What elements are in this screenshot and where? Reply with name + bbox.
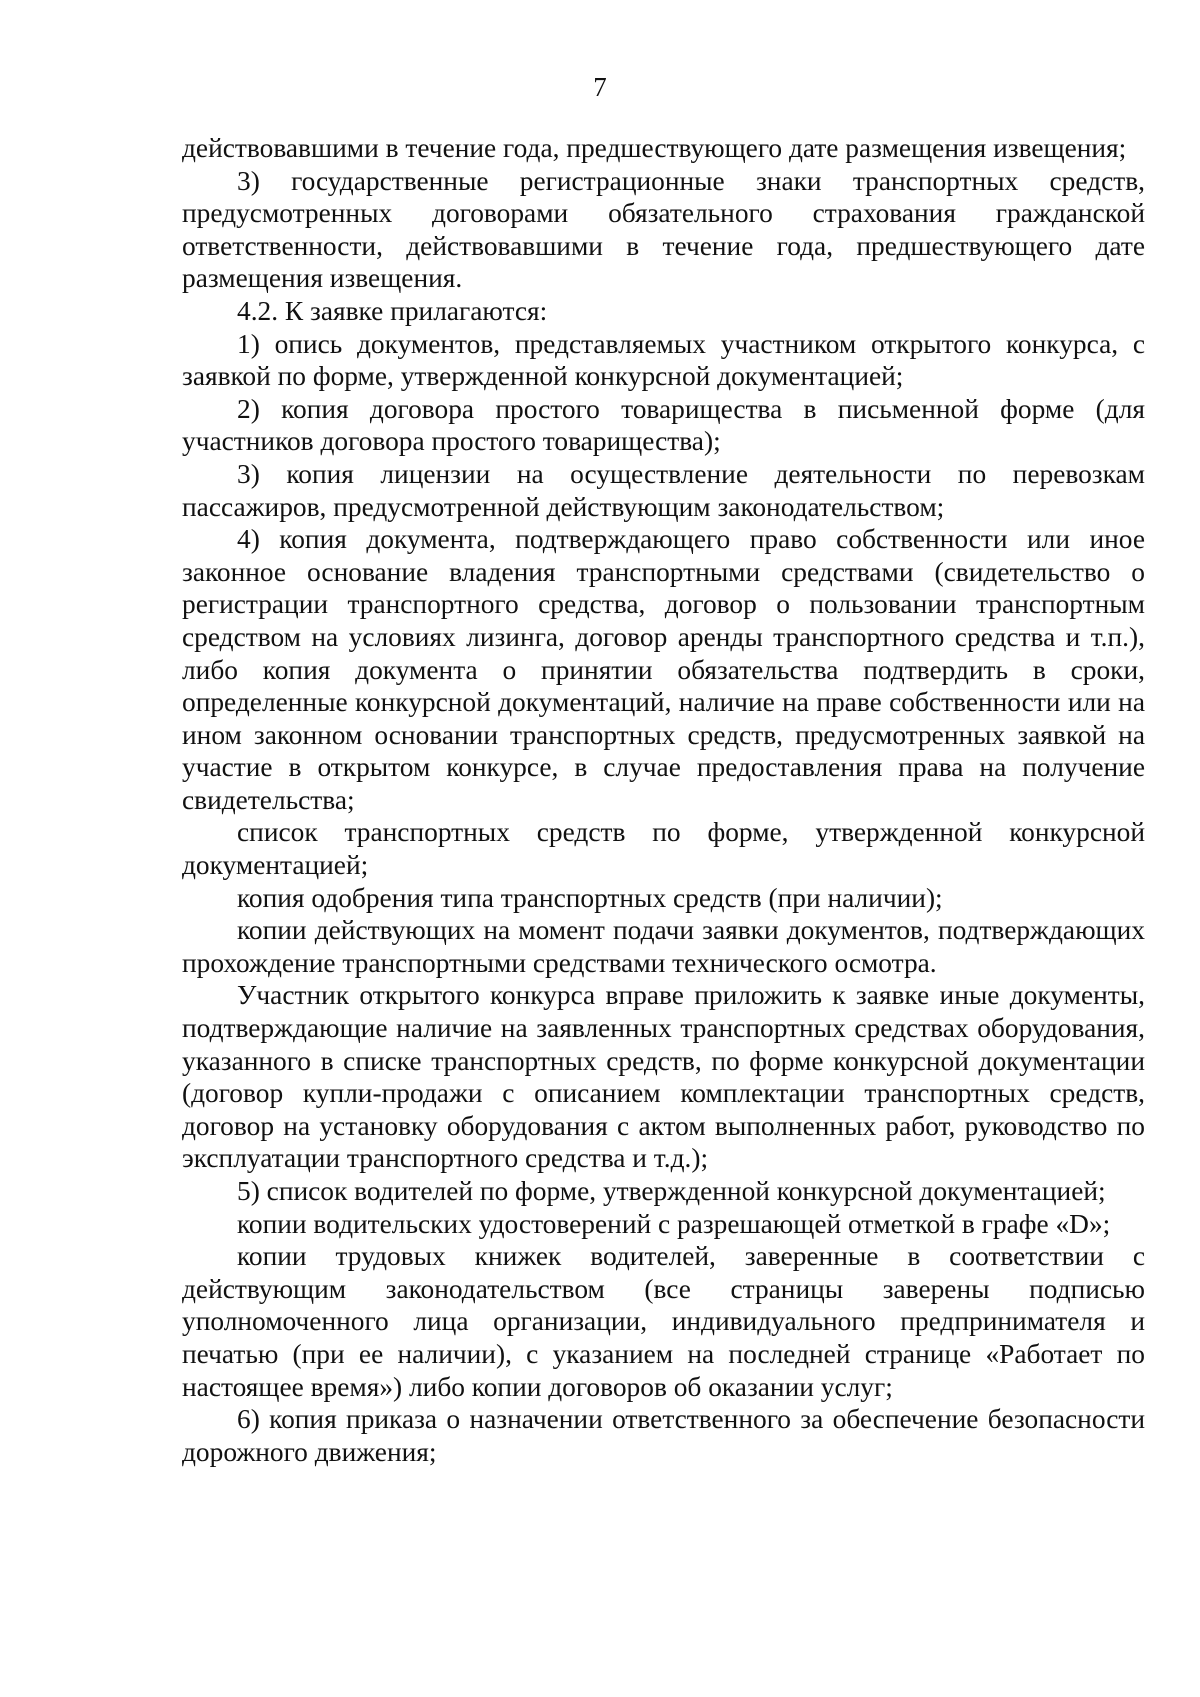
document-body xyxy=(182,132,1145,1468)
paragraph-item-1-document-inventory: 1) опись документов, представляемых участником открытого конкурса, с заявкой по форме, утвержденной конкурсной документацией; xyxy=(182,328,1145,392)
paragraph-item-3-registration-plates: 3) государственные регистрационные знаки транспортных средств, предусмотренных договорами обязательного страхования гражданской ответственности, действовавшими в течение года, предшествующего дате размещения извещения. xyxy=(182,165,1145,294)
paragraph-technical-inspection: копии действующих на момент подачи заявки документов, подтверждающих прохождение транспортными средствами технического осмотра. xyxy=(182,915,1145,978)
paragraph-item-3-license-copy: 3) копия лицензии на осуществление деятельности по перевозкам пассажиров, предусмотренной действующим законодательством; xyxy=(182,458,1145,522)
page-number: 7 xyxy=(593,72,607,102)
paragraph-employment-records: копии трудовых книжек водителей, заверенные в соответствии с действующим законодательством (все страницы заверены подписью уполномоченного лица организации, индивидуального предпринимателя и печатью (при ее наличии), с указанием на последней странице «Работает по настоящее время») либо копии договоров об оказании услуг; xyxy=(182,1241,1145,1402)
paragraph-type-approval: копия одобрения типа транспортных средств (при наличии); xyxy=(237,882,943,913)
paragraph-driver-licenses: копии водительских удостоверений с разрешающей отметкой в графе «D»; xyxy=(237,1208,1111,1239)
paragraph-item-6-safety-order: 6) копия приказа о назначении ответственного за обеспечение безопасности дорожного движения; xyxy=(182,1404,1145,1467)
paragraph-item-5-driver-list: 5) список водителей по форме, утвержденной конкурсной документацией; xyxy=(237,1176,1106,1206)
section-heading-4-2: 4.2. К заявке прилагаются: xyxy=(237,295,548,326)
paragraph-item-4-ownership-document: 4) копия документа, подтверждающего право собственности или иное законное основание владения транспортными средствами (свидетельство о регистрации транспортного средства, договор о пользовании транспортным средством на условиях лизинга, договор аренды транспортного средства и т.п.), либо копия документа о принятии обязательства подтвердить в сроки, определенные конкурсной документаций, наличие на праве собственности или на ином законном основании транспортных средств, предусмотренных заявкой на участие в открытом конкурсе, в случае предоставления права на получение свидетельства; xyxy=(182,524,1145,815)
paragraph-item-2-partnership-agreement: 2) копия договора простого товарищества в письменной форме (для участников договора простого товарищества); xyxy=(182,393,1145,457)
paragraph-continuation: действовавшими в течение года, предшествующего дате размещения извещения; xyxy=(182,133,1127,163)
paragraph-vehicle-list: список транспортных средств по форме, утвержденной конкурсной документацией; xyxy=(182,817,1145,881)
paragraph-additional-documents: Участник открытого конкурса вправе приложить к заявке иные документы, подтверждающие наличие на заявленных транспортных средствах оборудования, указанного в списке транспортных средств, по форме конкурсной документации (договор купли-продажи с описанием комплектации транспортных средств, договор на установку оборудования с актом выполненных работ, руководство по эксплуатации транспортного средства и т.д.); xyxy=(182,980,1145,1174)
